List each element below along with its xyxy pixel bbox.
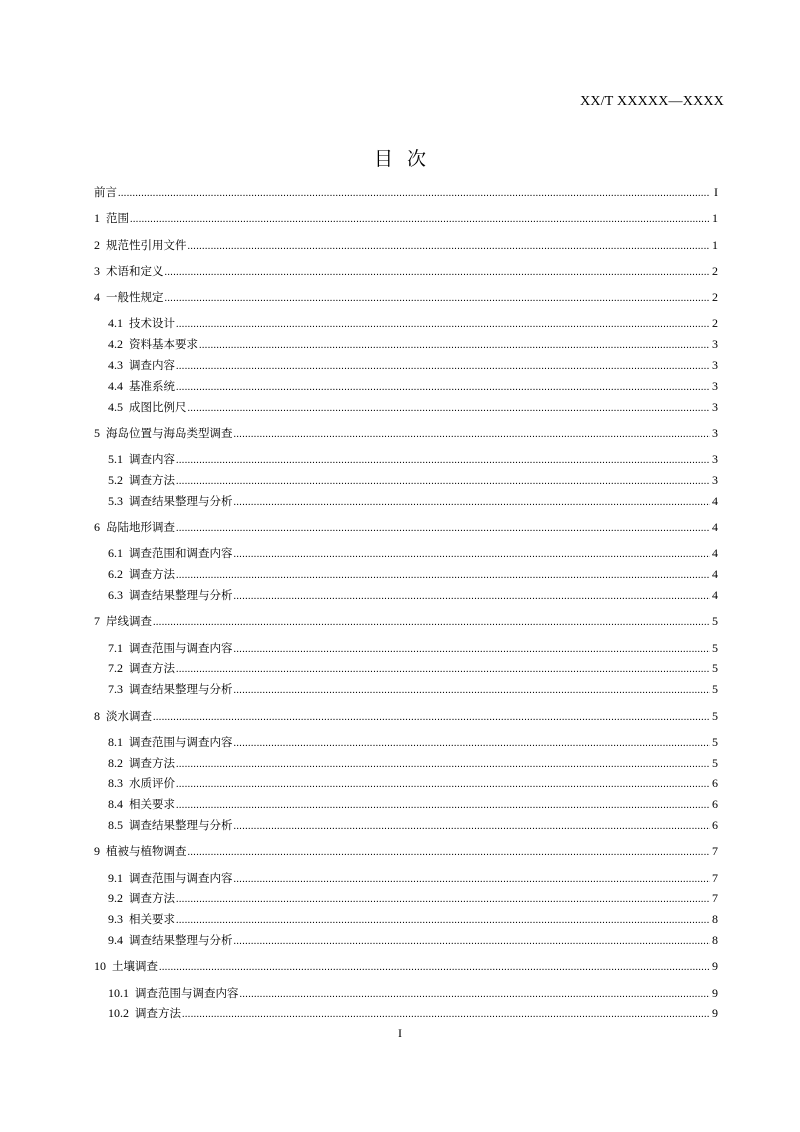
toc-entry-label: 调查内容	[129, 452, 175, 467]
toc-entry-page: 4	[712, 493, 718, 508]
toc-dot-leader	[176, 472, 710, 493]
toc-dot-leader	[199, 336, 710, 357]
toc-dot-leader	[165, 289, 711, 310]
toc-entry-page: 5	[712, 661, 718, 676]
toc-subentry[interactable]	[94, 638, 718, 659]
toc-subentry[interactable]	[94, 355, 718, 376]
toc-entry-page: 2	[712, 263, 718, 278]
toc-entry-number: 8.1	[108, 734, 123, 749]
toc-subentry[interactable]	[94, 470, 718, 491]
toc-entry-label: 调查结果整理与分析	[129, 682, 233, 697]
toc-dot-leader	[176, 451, 710, 472]
toc-entry-page: 5	[712, 614, 718, 629]
toc-entry[interactable]	[94, 261, 718, 282]
toc-entry-label: 技术设计	[129, 316, 175, 331]
toc-dot-leader	[176, 775, 710, 796]
toc-entry-number: 10.1	[108, 985, 129, 1000]
toc-entry-label: 术语和定义	[106, 263, 164, 278]
toc-dot-leader	[234, 932, 711, 953]
toc-entry-label: 调查范围与调查内容	[135, 985, 239, 1000]
toc-dot-leader	[240, 985, 711, 1006]
toc-dot-leader	[234, 587, 711, 608]
toc-entry-number: 8	[94, 708, 100, 723]
toc-entry[interactable]	[94, 611, 718, 632]
toc-entry-number: 7.1	[108, 640, 123, 655]
toc-entry-page: 3	[712, 337, 718, 352]
toc-entry[interactable]	[94, 423, 718, 444]
toc-subentry[interactable]	[94, 868, 718, 889]
toc-subentry[interactable]	[94, 313, 718, 334]
toc-entry-number: 1	[94, 211, 100, 226]
toc-entry-page: 5	[712, 640, 718, 655]
toc-subentry[interactable]	[94, 564, 718, 585]
toc-entry-number: 9.2	[108, 891, 123, 906]
toc-entry-label: 调查方法	[135, 1006, 181, 1021]
toc-dot-leader	[234, 640, 711, 661]
toc-entry-label: 规范性引用文件	[106, 237, 187, 252]
toc-entry-label: 调查范围与调查内容	[129, 870, 233, 885]
toc-entry-label: 水质评价	[129, 776, 175, 791]
toc-entry-label: 调查结果整理与分析	[129, 588, 233, 603]
toc-dot-leader	[176, 378, 710, 399]
toc-subentry[interactable]	[94, 491, 718, 512]
toc-entry-label: 岸线调查	[106, 614, 152, 629]
toc-entry-label: 调查方法	[129, 567, 175, 582]
footer-page-number: I	[398, 1026, 402, 1040]
toc-entry-label: 资料基本要求	[129, 337, 198, 352]
toc-subentry[interactable]	[94, 543, 718, 564]
toc-entry-label: 调查范围与调查内容	[129, 734, 233, 749]
toc-title: 目次	[373, 148, 440, 170]
toc-entry-page: 3	[712, 378, 718, 393]
toc-entry-number: 7	[94, 614, 100, 629]
toc-subentry[interactable]	[94, 1003, 718, 1024]
toc-entry-number: 4.3	[108, 358, 123, 373]
toc-entry-label: 土壤调查	[112, 959, 158, 974]
toc-entry[interactable]	[94, 706, 718, 727]
toc-entry-page: 6	[712, 776, 718, 791]
toc-dot-leader	[165, 263, 711, 284]
toc-dot-leader	[159, 958, 710, 979]
toc-entry-page: 5	[712, 755, 718, 770]
toc-subentry[interactable]	[94, 909, 718, 930]
toc-dot-leader	[176, 796, 710, 817]
toc-entry-number: 9.4	[108, 933, 123, 947]
toc-entry[interactable]	[94, 841, 718, 862]
toc-subentry[interactable]	[94, 658, 718, 679]
toc-entry-page: 7	[712, 891, 718, 906]
toc-entry-label: 前言	[94, 185, 117, 199]
toc-entry-number: 4.4	[108, 378, 123, 393]
toc-entry-page: 5	[712, 682, 718, 697]
toc-subentry[interactable]	[94, 773, 718, 794]
toc-entry-page: 4	[712, 567, 718, 582]
toc-entry-page: 6	[712, 797, 718, 812]
toc-entry-label: 调查方法	[129, 755, 175, 770]
toc-dot-leader	[176, 357, 710, 378]
toc-subentry[interactable]	[94, 888, 718, 909]
toc-entry-label: 范围	[106, 211, 129, 226]
toc-dot-leader	[188, 399, 711, 420]
toc-subentry[interactable]	[94, 815, 718, 836]
toc-entry[interactable]	[94, 208, 718, 229]
toc-entry-label: 基准系统	[129, 378, 175, 393]
toc-dot-leader	[234, 545, 711, 566]
toc-entry-page: 3	[712, 452, 718, 467]
toc-entry-page: 8	[712, 933, 718, 947]
toc-entry-number: 10	[94, 959, 106, 974]
toc-entry-label: 调查结果整理与分析	[129, 493, 233, 508]
toc-dot-leader	[153, 613, 710, 634]
toc-entry[interactable]	[94, 287, 718, 308]
toc-entry-number: 7.3	[108, 682, 123, 697]
toc-dot-leader	[176, 660, 710, 681]
toc-subentry[interactable]	[94, 449, 718, 470]
toc-entry[interactable]	[94, 956, 718, 977]
toc-dot-leader	[234, 425, 711, 446]
toc-entry-number: 8.5	[108, 818, 123, 833]
toc-entry-number: 9.3	[108, 912, 123, 927]
toc-entry-number: 4.5	[108, 399, 123, 414]
toc-subentry[interactable]	[94, 794, 718, 815]
toc-dot-leader	[234, 681, 711, 702]
toc-entry-label: 相关要求	[129, 797, 175, 812]
document-code: XX/T XXXXX—XXXX	[580, 94, 724, 109]
toc-entry-label: 成图比例尺	[129, 399, 187, 414]
toc-entry-page: 2	[712, 316, 718, 331]
toc-dot-leader	[188, 237, 711, 258]
toc-entry-page: 4	[712, 546, 718, 561]
toc-dot-leader	[234, 817, 711, 838]
toc-entry-page: 9	[712, 1006, 718, 1021]
toc-entry-page: 9	[712, 959, 718, 974]
toc-entry-page: I	[714, 185, 718, 199]
toc-entry-page: 3	[712, 473, 718, 488]
toc-entry-page: 7	[712, 870, 718, 885]
toc-subentry[interactable]	[94, 983, 718, 1004]
toc-subentry[interactable]	[94, 397, 718, 418]
toc-entry-page: 4	[712, 520, 718, 535]
toc-dot-leader	[176, 755, 710, 776]
toc-subentry[interactable]	[94, 679, 718, 700]
toc-entry-number: 9.1	[108, 870, 123, 885]
toc-entry-number: 5.1	[108, 452, 123, 467]
toc-subentry[interactable]	[94, 732, 718, 753]
toc-entry-page: 4	[712, 588, 718, 603]
toc-entry-page: 3	[712, 399, 718, 414]
toc-entry-number: 9	[94, 844, 100, 859]
toc-entry-label: 岛陆地形调查	[106, 520, 175, 535]
toc-entry-number: 2	[94, 237, 100, 252]
toc-entry-label: 调查方法	[129, 473, 175, 488]
toc-entry-label: 一般性规定	[106, 290, 164, 305]
toc-dot-leader	[176, 911, 710, 932]
toc-subentry[interactable]	[94, 753, 718, 774]
toc-entry-label: 调查方法	[129, 891, 175, 906]
toc-entry-number: 3	[94, 263, 100, 278]
toc-entry[interactable]	[94, 517, 718, 538]
toc-entry-number: 8.4	[108, 797, 123, 812]
toc-entry-number: 6.3	[108, 588, 123, 603]
toc-entry-label: 调查内容	[129, 358, 175, 373]
toc-dot-leader	[182, 1005, 710, 1026]
toc-entry-number: 5.2	[108, 473, 123, 488]
toc-entry-page: 3	[712, 425, 718, 440]
toc-entry-label: 淡水调查	[106, 708, 152, 723]
toc-entry-number: 6.2	[108, 567, 123, 582]
toc-entry-page: 2	[712, 290, 718, 305]
table-of-contents	[94, 182, 718, 1024]
toc-entry-label: 调查结果整理与分析	[129, 933, 233, 947]
toc-entry-page: 5	[712, 734, 718, 749]
toc-entry-label: 相关要求	[129, 912, 175, 927]
toc-dot-leader	[118, 184, 710, 205]
toc-entry-number: 7.2	[108, 661, 123, 676]
toc-dot-leader	[176, 566, 710, 587]
toc-dot-leader	[234, 734, 711, 755]
toc-entry-label: 调查范围和调查内容	[129, 546, 233, 561]
toc-dot-leader	[234, 870, 711, 891]
toc-entry-page: 5	[712, 708, 718, 723]
toc-entry-number: 8.3	[108, 776, 123, 791]
toc-entry-label: 调查范围与调查内容	[129, 640, 233, 655]
toc-subentry[interactable]	[94, 334, 718, 355]
toc-dot-leader	[130, 210, 710, 231]
toc-entry-label: 调查方法	[129, 661, 175, 676]
toc-entry-number: 4.1	[108, 316, 123, 331]
toc-entry-number: 6	[94, 520, 100, 535]
toc-subentry[interactable]	[94, 376, 718, 397]
toc-entry[interactable]	[94, 182, 718, 203]
toc-entry-number: 8.2	[108, 755, 123, 770]
toc-entry-label: 调查结果整理与分析	[129, 818, 233, 833]
toc-entry-page: 7	[712, 844, 718, 859]
toc-entry-number: 10.2	[108, 1006, 129, 1021]
toc-entry-number: 6.1	[108, 546, 123, 561]
toc-entry-page: 9	[712, 985, 718, 1000]
toc-entry-page: 8	[712, 912, 718, 927]
toc-entry-page: 6	[712, 818, 718, 833]
toc-entry-number: 5	[94, 425, 100, 440]
toc-entry-label: 海岛位置与海岛类型调查	[106, 425, 233, 440]
toc-entry-page: 1	[712, 211, 718, 226]
toc-entry-number: 4	[94, 290, 100, 305]
toc-subentry[interactable]	[94, 930, 718, 951]
toc-entry-number: 4.2	[108, 337, 123, 352]
toc-entry-page: 1	[712, 237, 718, 252]
toc-dot-leader	[234, 493, 711, 514]
toc-dot-leader	[176, 519, 710, 540]
toc-entry[interactable]	[94, 235, 718, 256]
toc-dot-leader	[176, 315, 710, 336]
toc-dot-leader	[188, 843, 711, 864]
toc-dot-leader	[176, 890, 710, 911]
toc-dot-leader	[153, 708, 710, 729]
toc-subentry[interactable]	[94, 585, 718, 606]
toc-entry-label: 植被与植物调查	[106, 844, 187, 859]
toc-entry-page: 3	[712, 358, 718, 373]
toc-entry-number: 5.3	[108, 493, 123, 508]
